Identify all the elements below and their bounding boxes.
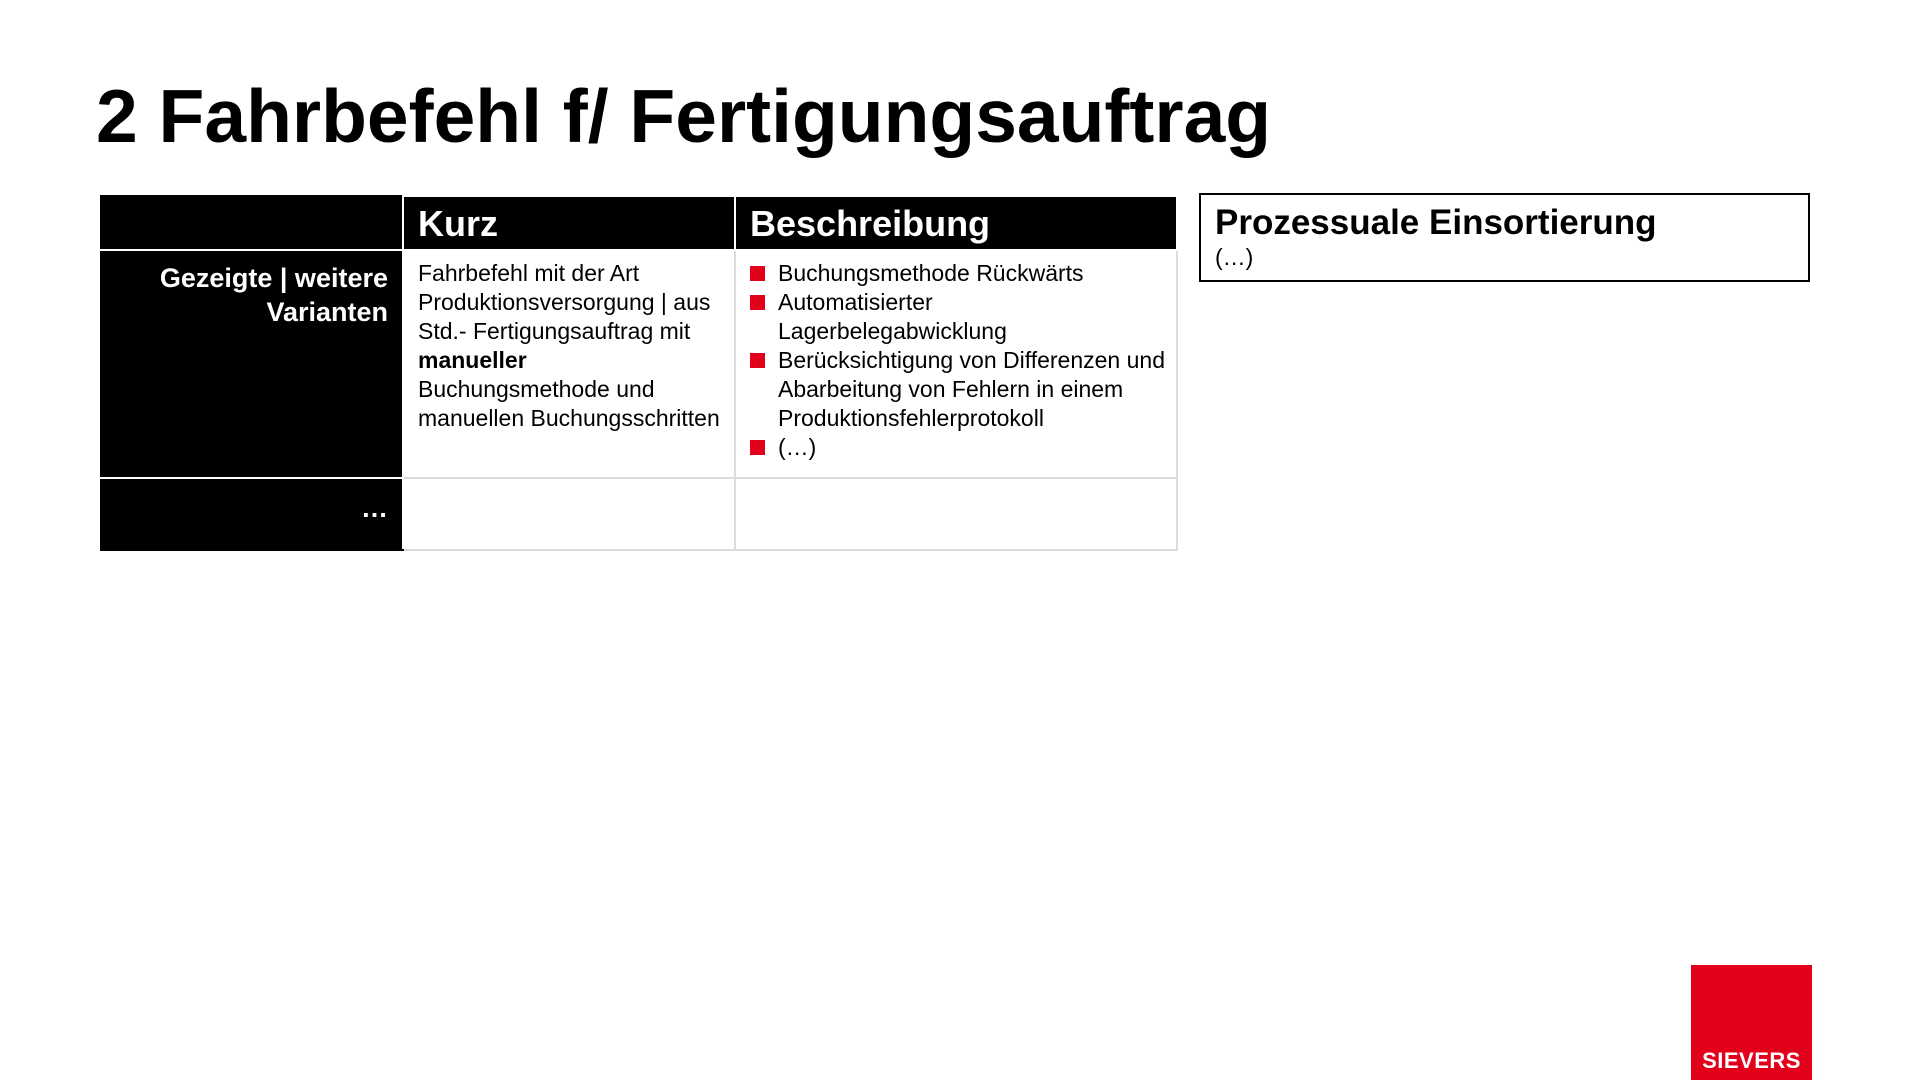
- row-label-more: …: [101, 478, 403, 550]
- red-square-bullet-icon: [750, 440, 765, 455]
- header-cell-beschreibung: Beschreibung: [735, 196, 1177, 250]
- header-cell-kurz: Kurz: [403, 196, 735, 250]
- logo-text: SIEVERS: [1702, 1048, 1801, 1073]
- table-header-row: [101, 196, 1177, 250]
- cell-kurz: [403, 250, 735, 478]
- list-item: Buchungsmethode Rückwärts: [750, 259, 1166, 288]
- header-cell-corner: [101, 196, 403, 250]
- list-item: Berücksichtigung von Differenzen und Abarbeitung von Fehlern in einem Produktionsfehlerprotokoll: [750, 346, 1166, 433]
- row-label-variants: Gezeigte | weitere Varianten: [101, 250, 403, 478]
- kurz-text: Fahrbefehl mit der Art Produktionsversorgung | aus Std.- Fertigungsauftrag mit manueller Buchungsmethode und manuellen Buchungsschritten: [418, 260, 720, 431]
- table-row: [101, 478, 1177, 550]
- sievers-logo: [1691, 965, 1812, 1080]
- page-title: 2 Fahrbefehl f/ Fertigungsauftrag: [96, 74, 1272, 158]
- red-square-bullet-icon: [750, 266, 765, 281]
- process-classification-text: (…): [1215, 244, 1254, 270]
- variants-table: [100, 195, 1178, 551]
- beschreibung-list: [736, 251, 1176, 462]
- process-classification-title: Prozessuale Einsortierung: [1215, 203, 1657, 242]
- list-item: (…): [750, 433, 1166, 462]
- kurz-bold-text: manueller: [418, 347, 527, 373]
- list-item: Automatisierter Lagerbelegabwicklung: [750, 288, 1166, 346]
- cell-beschreibung-empty: [735, 478, 1177, 550]
- red-square-bullet-icon: [750, 353, 765, 368]
- table-row: [101, 250, 1177, 478]
- red-square-bullet-icon: [750, 295, 765, 310]
- cell-kurz-empty: [403, 478, 735, 550]
- cell-beschreibung: [735, 250, 1177, 478]
- process-classification-box: [1199, 193, 1810, 282]
